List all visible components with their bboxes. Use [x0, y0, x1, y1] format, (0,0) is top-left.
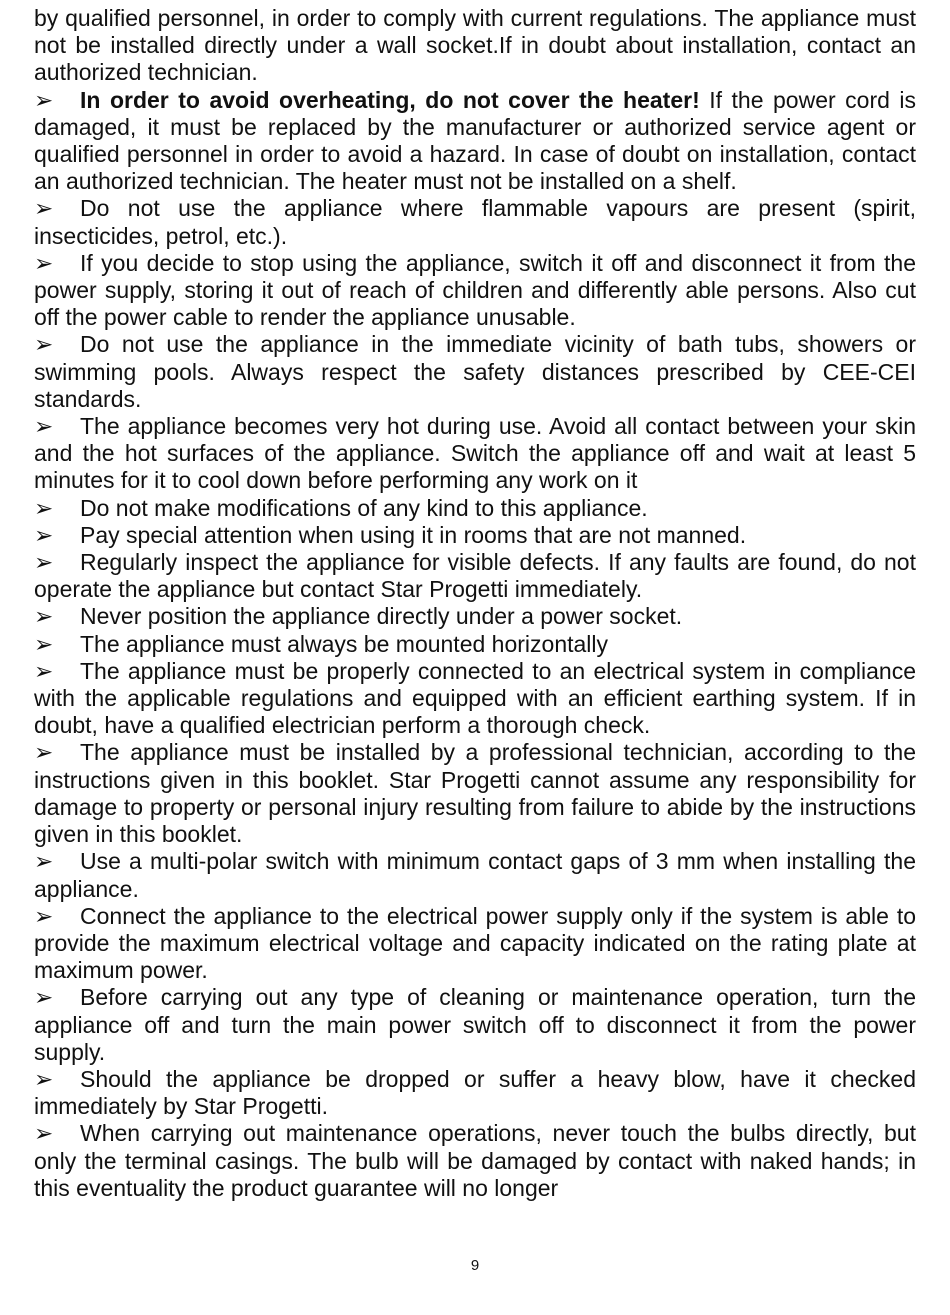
arrow-bullet-icon: ➢: [34, 1120, 54, 1147]
bullet-text: Connect the appliance to the electrical power supply only if the system is able to provide the maximum electrical voltage and capacity indicated on the rating plate at maximum power.: [34, 902, 916, 984]
bullet-item: [34, 984, 916, 1066]
bullet-text: The appliance must be properly connected to an electrical system in compliance with the applicable regulations and equipped with an efficient earthing system. If in doubt, have a qualified electrician perform a thorough check.: [34, 657, 916, 739]
bullet-text: Never position the appliance directly under a power socket.: [80, 603, 683, 630]
document-body: [34, 5, 916, 1202]
arrow-bullet-icon: ➢: [34, 195, 54, 222]
bullet-text: Use a multi-polar switch with minimum contact gaps of 3 mm when installing the appliance.: [34, 848, 916, 902]
bullet-item: [34, 495, 916, 522]
bullet-text: If you decide to stop using the appliance, switch it off and disconnect it from the power supply, storing it out of reach of children and differently able persons. Also cut off the power cable to render the appliance unusable.: [34, 249, 916, 331]
bullet-item: [34, 195, 916, 249]
arrow-bullet-icon: ➢: [34, 549, 54, 576]
bullet-item: [34, 549, 916, 603]
bullet-item: [34, 739, 916, 848]
bullet-item: [34, 848, 916, 902]
bullet-text: Regularly inspect the appliance for visible defects. If any faults are found, do not operate the appliance but contact Star Progetti immediately.: [34, 549, 916, 603]
bullet-item: [34, 331, 916, 413]
bullet-item: [34, 87, 916, 196]
bullet-text: When carrying out maintenance operations, never touch the bulbs directly, but only the terminal casings. The bulb will be damaged by contact with naked hands; in this eventuality the product guarantee will no longer: [34, 1120, 916, 1201]
bullet-text: If the power cord is damaged, it must be replaced by the manufacturer or authorized service agent or qualified personnel in order to avoid a hazard. In case of doubt on installation, contact an authorized technician. The heater must not be installed on a shelf.: [34, 86, 917, 195]
bullet-list: [34, 195, 916, 1202]
bullet-text: Pay special attention when using it in rooms that are not manned.: [80, 521, 747, 548]
arrow-bullet-icon: ➢: [34, 902, 54, 929]
warning-bold-text: In order to avoid overheating, do not cover the heater!: [80, 86, 700, 113]
arrow-bullet-icon: ➢: [34, 984, 54, 1011]
bullet-text: Before carrying out any type of cleaning or maintenance operation, turn the appliance off and turn the main power switch off to disconnect it from the power supply.: [34, 984, 916, 1065]
arrow-bullet-icon: ➢: [34, 1065, 54, 1092]
bullet-text: Should the appliance be dropped or suffer a heavy blow, have it checked immediately by Star Progetti.: [34, 1065, 916, 1120]
bullet-text: Do not use the appliance where flammable vapours are present (spirit, insecticides, petrol, etc.).: [34, 195, 916, 249]
arrow-bullet-icon: ➢: [34, 494, 54, 521]
bullet-item: [34, 603, 916, 630]
arrow-bullet-icon: ➢: [34, 331, 54, 358]
arrow-bullet-icon: ➢: [34, 249, 54, 276]
bullet-item: [34, 522, 916, 549]
bullet-text: The appliance must always be mounted horizontally: [80, 630, 609, 657]
arrow-bullet-icon: ➢: [34, 630, 54, 657]
arrow-bullet-icon: ➢: [34, 413, 54, 440]
bullet-item: [34, 903, 916, 985]
bullet-text: The appliance must be installed by a professional technician, according to the instructions given in this booklet. Star Progetti cannot assume any responsibility for damage to property or personal injury resulting from failure to abide by the instructions given in this booklet.: [34, 739, 916, 848]
bullet-text: The appliance becomes very hot during use. Avoid all contact between your skin and the hot surfaces of the appliance. Switch the appliance off and wait at least 5 minutes for it to cool down before performing any work on it: [34, 413, 916, 494]
page-number: 9: [470, 1257, 480, 1274]
bullet-item: [34, 1120, 916, 1202]
arrow-bullet-icon: ➢: [34, 603, 54, 630]
bullet-item: [34, 250, 916, 332]
arrow-bullet-icon: ➢: [34, 521, 54, 548]
bullet-item: [34, 413, 916, 495]
arrow-bullet-icon: ➢: [34, 739, 54, 766]
bullet-text: Do not make modifications of any kind to this appliance.: [80, 494, 648, 521]
arrow-bullet-icon: ➢: [34, 657, 54, 684]
arrow-bullet-icon: ➢: [34, 86, 54, 113]
bullet-item: [34, 658, 916, 740]
arrow-bullet-icon: ➢: [34, 848, 54, 875]
intro-paragraph: by qualified personnel, in order to comply with current regulations. The appliance must not be installed directly under a wall socket.If in doubt about installation, contact an authorized technician.: [34, 5, 916, 86]
bullet-item: [34, 1066, 916, 1120]
bullet-text: Do not use the appliance in the immediate vicinity of bath tubs, showers or swimming pools. Always respect the safety distances prescribed by CEE-CEI standards.: [34, 331, 916, 412]
bullet-item: [34, 631, 916, 658]
